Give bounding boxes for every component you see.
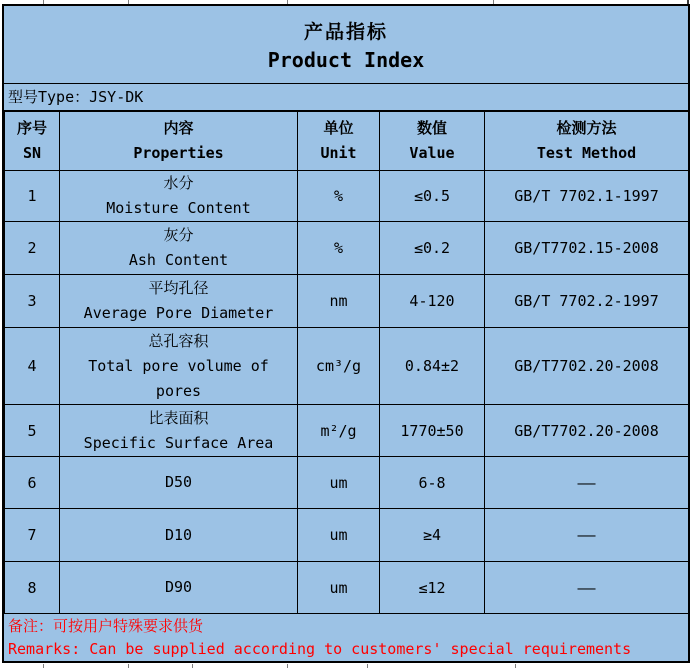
cell-sn: 5	[5, 405, 60, 457]
gridline-tick	[192, 664, 193, 668]
table-row	[5, 171, 689, 222]
property-zh: 总孔容积	[148, 331, 209, 350]
col-header-method-zh: 检测方法	[556, 119, 617, 137]
property-en: D10	[164, 525, 193, 544]
remarks-zh: 备注：可按用户特殊要求供货	[8, 617, 204, 635]
cell-unit: um	[298, 457, 380, 509]
cell-method: GB/T7702.20-2008	[485, 405, 689, 457]
property-en: D50	[164, 473, 193, 491]
col-header-method	[485, 112, 689, 171]
table-row	[5, 222, 689, 275]
cell-value: ≤0.5	[380, 171, 485, 222]
property-en: Ash Content	[128, 251, 229, 269]
cell-unit: m²/g	[298, 405, 380, 457]
cell-property	[60, 562, 298, 614]
cell-method: GB/T 7702.1-1997	[485, 171, 689, 222]
header-row	[5, 112, 689, 171]
cell-value: 1770±50	[380, 405, 485, 457]
cell-sn: 4	[5, 328, 60, 405]
table-row	[5, 405, 689, 457]
cell-value: 6-8	[380, 457, 485, 509]
gridline-tick	[515, 664, 516, 668]
remarks-block	[4, 614, 688, 661]
cell-unit: cm³/g	[298, 328, 380, 405]
cell-unit: um	[298, 562, 380, 614]
cell-property	[60, 171, 298, 222]
gridline-tick	[128, 664, 129, 668]
property-en: Moisture Content	[106, 199, 251, 217]
property-zh: 比表面积	[148, 408, 209, 427]
property-zh: 灰分	[163, 226, 194, 244]
model-type-label: 型号Type：JSY-DK	[8, 88, 144, 106]
cell-property	[60, 457, 298, 509]
cell-method: ——	[485, 509, 689, 562]
cell-sn: 7	[5, 509, 60, 562]
cell-unit: um	[298, 509, 380, 562]
model-type-row	[4, 84, 688, 111]
cell-sn: 1	[5, 171, 60, 222]
cell-value: ≥4	[380, 509, 485, 562]
property-zh: 平均孔径	[148, 279, 209, 297]
gridline-tick	[43, 664, 44, 668]
property-en: D90	[164, 578, 193, 596]
table-title	[4, 6, 688, 84]
col-header-sn	[5, 112, 60, 171]
cell-method: ——	[485, 457, 689, 509]
cell-method: GB/T 7702.2-1997	[485, 275, 689, 328]
col-header-method-en: Test Method	[536, 144, 637, 162]
property-en: Specific Surface Area	[83, 433, 274, 452]
col-header-unit-en: Unit	[320, 144, 357, 162]
table-row	[5, 562, 689, 614]
col-header-properties	[60, 112, 298, 171]
cell-value: 4-120	[380, 275, 485, 328]
cell-sn: 6	[5, 457, 60, 509]
table-row	[5, 509, 689, 562]
cell-property	[60, 275, 298, 328]
col-header-properties-zh: 内容	[163, 119, 194, 137]
property-zh: 水分	[163, 174, 194, 192]
cell-method: ——	[485, 562, 689, 614]
col-header-value-zh: 数值	[416, 119, 447, 137]
cell-sn: 2	[5, 222, 60, 275]
cell-method: GB/T7702.20-2008	[485, 328, 689, 405]
col-header-properties-en: Properties	[133, 144, 224, 162]
product-spec-table	[4, 111, 689, 614]
cell-unit: nm	[298, 275, 380, 328]
product-index-sheet	[2, 4, 690, 663]
col-header-sn-zh: 序号	[16, 119, 47, 137]
cell-property	[60, 328, 298, 405]
table-row	[5, 457, 689, 509]
col-header-value	[380, 112, 485, 171]
cell-sn: 8	[5, 562, 60, 614]
cell-property	[60, 509, 298, 562]
cell-sn: 3	[5, 275, 60, 328]
title-zh: 产品指标	[303, 21, 388, 43]
table-row	[5, 275, 689, 328]
col-header-unit-zh: 单位	[323, 119, 354, 137]
gridline-tick	[367, 664, 368, 668]
cell-value: ≤0.2	[380, 222, 485, 275]
remarks-en: Remarks: Can be supplied according to customers' special requirements	[8, 640, 632, 658]
cell-property	[60, 222, 298, 275]
property-en: Average Pore Diameter	[83, 304, 274, 322]
cell-unit: %	[298, 222, 380, 275]
cell-value: 0.84±2	[380, 328, 485, 405]
property-en: Total pore volume of pores	[88, 356, 269, 400]
cell-property	[60, 405, 298, 457]
table-row	[5, 328, 689, 405]
gridline-tick	[287, 664, 288, 668]
cell-unit: %	[298, 171, 380, 222]
col-header-sn-en: SN	[22, 144, 42, 162]
col-header-unit	[298, 112, 380, 171]
col-header-value-en: Value	[409, 144, 455, 162]
cell-value: ≤12	[380, 562, 485, 614]
cell-method: GB/T7702.15-2008	[485, 222, 689, 275]
title-en: Product Index	[267, 48, 425, 72]
